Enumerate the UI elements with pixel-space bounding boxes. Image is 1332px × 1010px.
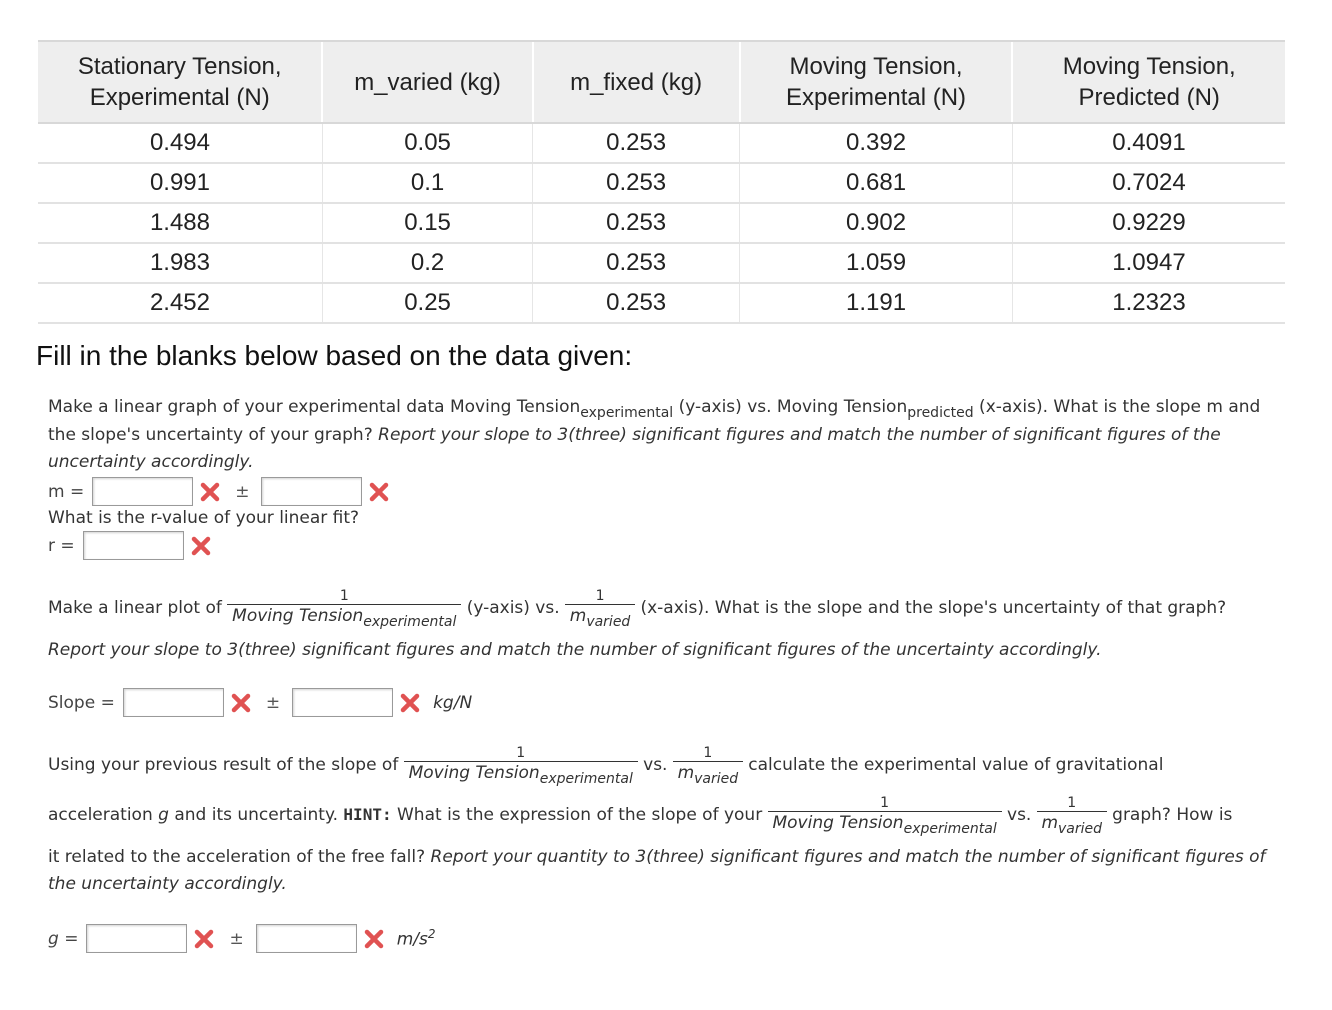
table-cell: 0.1	[322, 163, 532, 203]
column-header: m_varied (kg)	[322, 41, 532, 123]
table-cell: 0.902	[740, 203, 1013, 243]
table-cell: 1.2323	[1012, 283, 1285, 323]
x-mark-icon	[199, 481, 221, 503]
table-cell: 0.7024	[1012, 163, 1285, 203]
table-cell: 0.4091	[1012, 123, 1285, 163]
fraction-inverse-mass: $\frac{1}{m_{varied}}$	[1037, 795, 1107, 835]
slope-m-uncertainty-input[interactable]	[261, 477, 362, 506]
table-cell: 0.991	[38, 163, 322, 203]
slope-m-input[interactable]	[92, 477, 193, 506]
table-cell: 0.253	[533, 163, 740, 203]
x-mark-icon	[368, 481, 390, 503]
table-cell: 0.392	[740, 123, 1013, 163]
table-cell: 1.0947	[1012, 243, 1285, 283]
table-cell: 0.253	[533, 123, 740, 163]
table-cell: 0.9229	[1012, 203, 1285, 243]
table-cell: 2.452	[38, 283, 322, 323]
question-slope-text: Make a linear graph of your experimental data Moving Tension$_{experimental}$ (y-axis) vs. Moving Tension$_{predicted}$ (x-axis). What is the slope m and the slope's uncertainty of your graph? Report your slope to 3(three) significant figures and match the number of significant figures of the uncertainty accordingly.	[48, 397, 1261, 472]
r-value-input[interactable]	[83, 531, 184, 560]
question-gravity-line1: Using your previous result of the slope of $\frac{1}{Moving Tension_{experimental}}$ vs. $\frac{1}{m_{varied}}$ calculate the experimental value of gravitational	[48, 745, 1164, 787]
column-header: Moving Tension, Predicted (N)	[1012, 41, 1285, 123]
r-value-answer-row: r =	[48, 531, 212, 560]
fraction-inverse-mass: $\frac{1}{m_{varied}}$	[673, 745, 743, 785]
table-cell: 0.25	[322, 283, 532, 323]
fraction-inverse-mass: $\frac{1}{m_{varied}}$	[565, 588, 635, 628]
x-mark-icon	[363, 928, 385, 950]
table-row	[38, 283, 1285, 323]
inverse-slope-uncertainty-input[interactable]	[292, 688, 393, 717]
question-gravity-line2: acceleration g and its uncertainty. HINT: What is the expression of the slope of your $\frac{1}{Moving Tension_{experimental}}$ vs. $\frac{1}{m_{varied}}$ graph? How is	[48, 795, 1233, 837]
section-title: Fill in the blanks below based on the data given:	[36, 340, 633, 371]
gravity-input[interactable]	[86, 924, 187, 953]
table-header-row	[38, 41, 1285, 123]
inverse-slope-answer-row: Slope = ± kg/N	[48, 688, 472, 717]
table-row	[38, 123, 1285, 163]
gravity-uncertainty-input[interactable]	[256, 924, 357, 953]
table-cell: 1.191	[740, 283, 1013, 323]
column-header: Moving Tension, Experimental (N)	[740, 41, 1013, 123]
question-inverse-plot-text: Make a linear plot of $\frac{1}{Moving Tension_{experimental}}$ (y-axis) vs. $\frac{1}{m_{varied}}$ (x-axis). What is the slope and the slope's uncertainty of that graph?	[48, 588, 1227, 630]
fraction-inverse-tension: $\frac{1}{Moving Tension_{experimental}}$	[404, 745, 638, 785]
r-value-question: What is the r-value of your linear fit?	[48, 508, 360, 528]
question-inverse-plot-instruction: Report your slope to 3(three) significant figures and match the number of significant figures of the uncertainty accordingly.	[48, 640, 1102, 660]
table-cell: 0.05	[322, 123, 532, 163]
slope-m-answer-row: m = ±	[48, 477, 390, 506]
inverse-slope-input[interactable]	[123, 688, 224, 717]
fraction-inverse-tension: $\frac{1}{Moving Tension_{experimental}}$	[227, 588, 461, 628]
table-cell: 0.2	[322, 243, 532, 283]
table-cell: 0.15	[322, 203, 532, 243]
x-mark-icon	[190, 535, 212, 557]
fraction-inverse-tension: $\frac{1}{Moving Tension_{experimental}}$	[768, 795, 1002, 835]
column-header: m_fixed (kg)	[533, 41, 740, 123]
table-row	[38, 203, 1285, 243]
table-cell: 0.494	[38, 123, 322, 163]
x-mark-icon	[193, 928, 215, 950]
slope-unit: kg/N	[433, 692, 473, 713]
table-cell: 1.059	[740, 243, 1013, 283]
column-header: Stationary Tension, Experimental (N)	[38, 41, 322, 123]
data-table	[38, 40, 1285, 324]
table-cell: 1.983	[38, 243, 322, 283]
table-cell: 0.253	[533, 203, 740, 243]
table-cell: 0.681	[740, 163, 1013, 203]
table-row	[38, 243, 1285, 283]
x-mark-icon	[230, 692, 252, 714]
gravity-answer-row: g = ± $m/s^2$	[48, 924, 436, 953]
table-cell: 0.253	[533, 283, 740, 323]
table-row	[38, 163, 1285, 203]
x-mark-icon	[399, 692, 421, 714]
table-cell: 1.488	[38, 203, 322, 243]
table-cell: 0.253	[533, 243, 740, 283]
gravity-unit: $m/s^2$	[396, 927, 436, 950]
question-gravity-line3: it related to the acceleration of the free fall? Report your quantity to 3(three) significant figures and match the number of significant figures of the uncertainty accordingly.	[48, 847, 1266, 894]
